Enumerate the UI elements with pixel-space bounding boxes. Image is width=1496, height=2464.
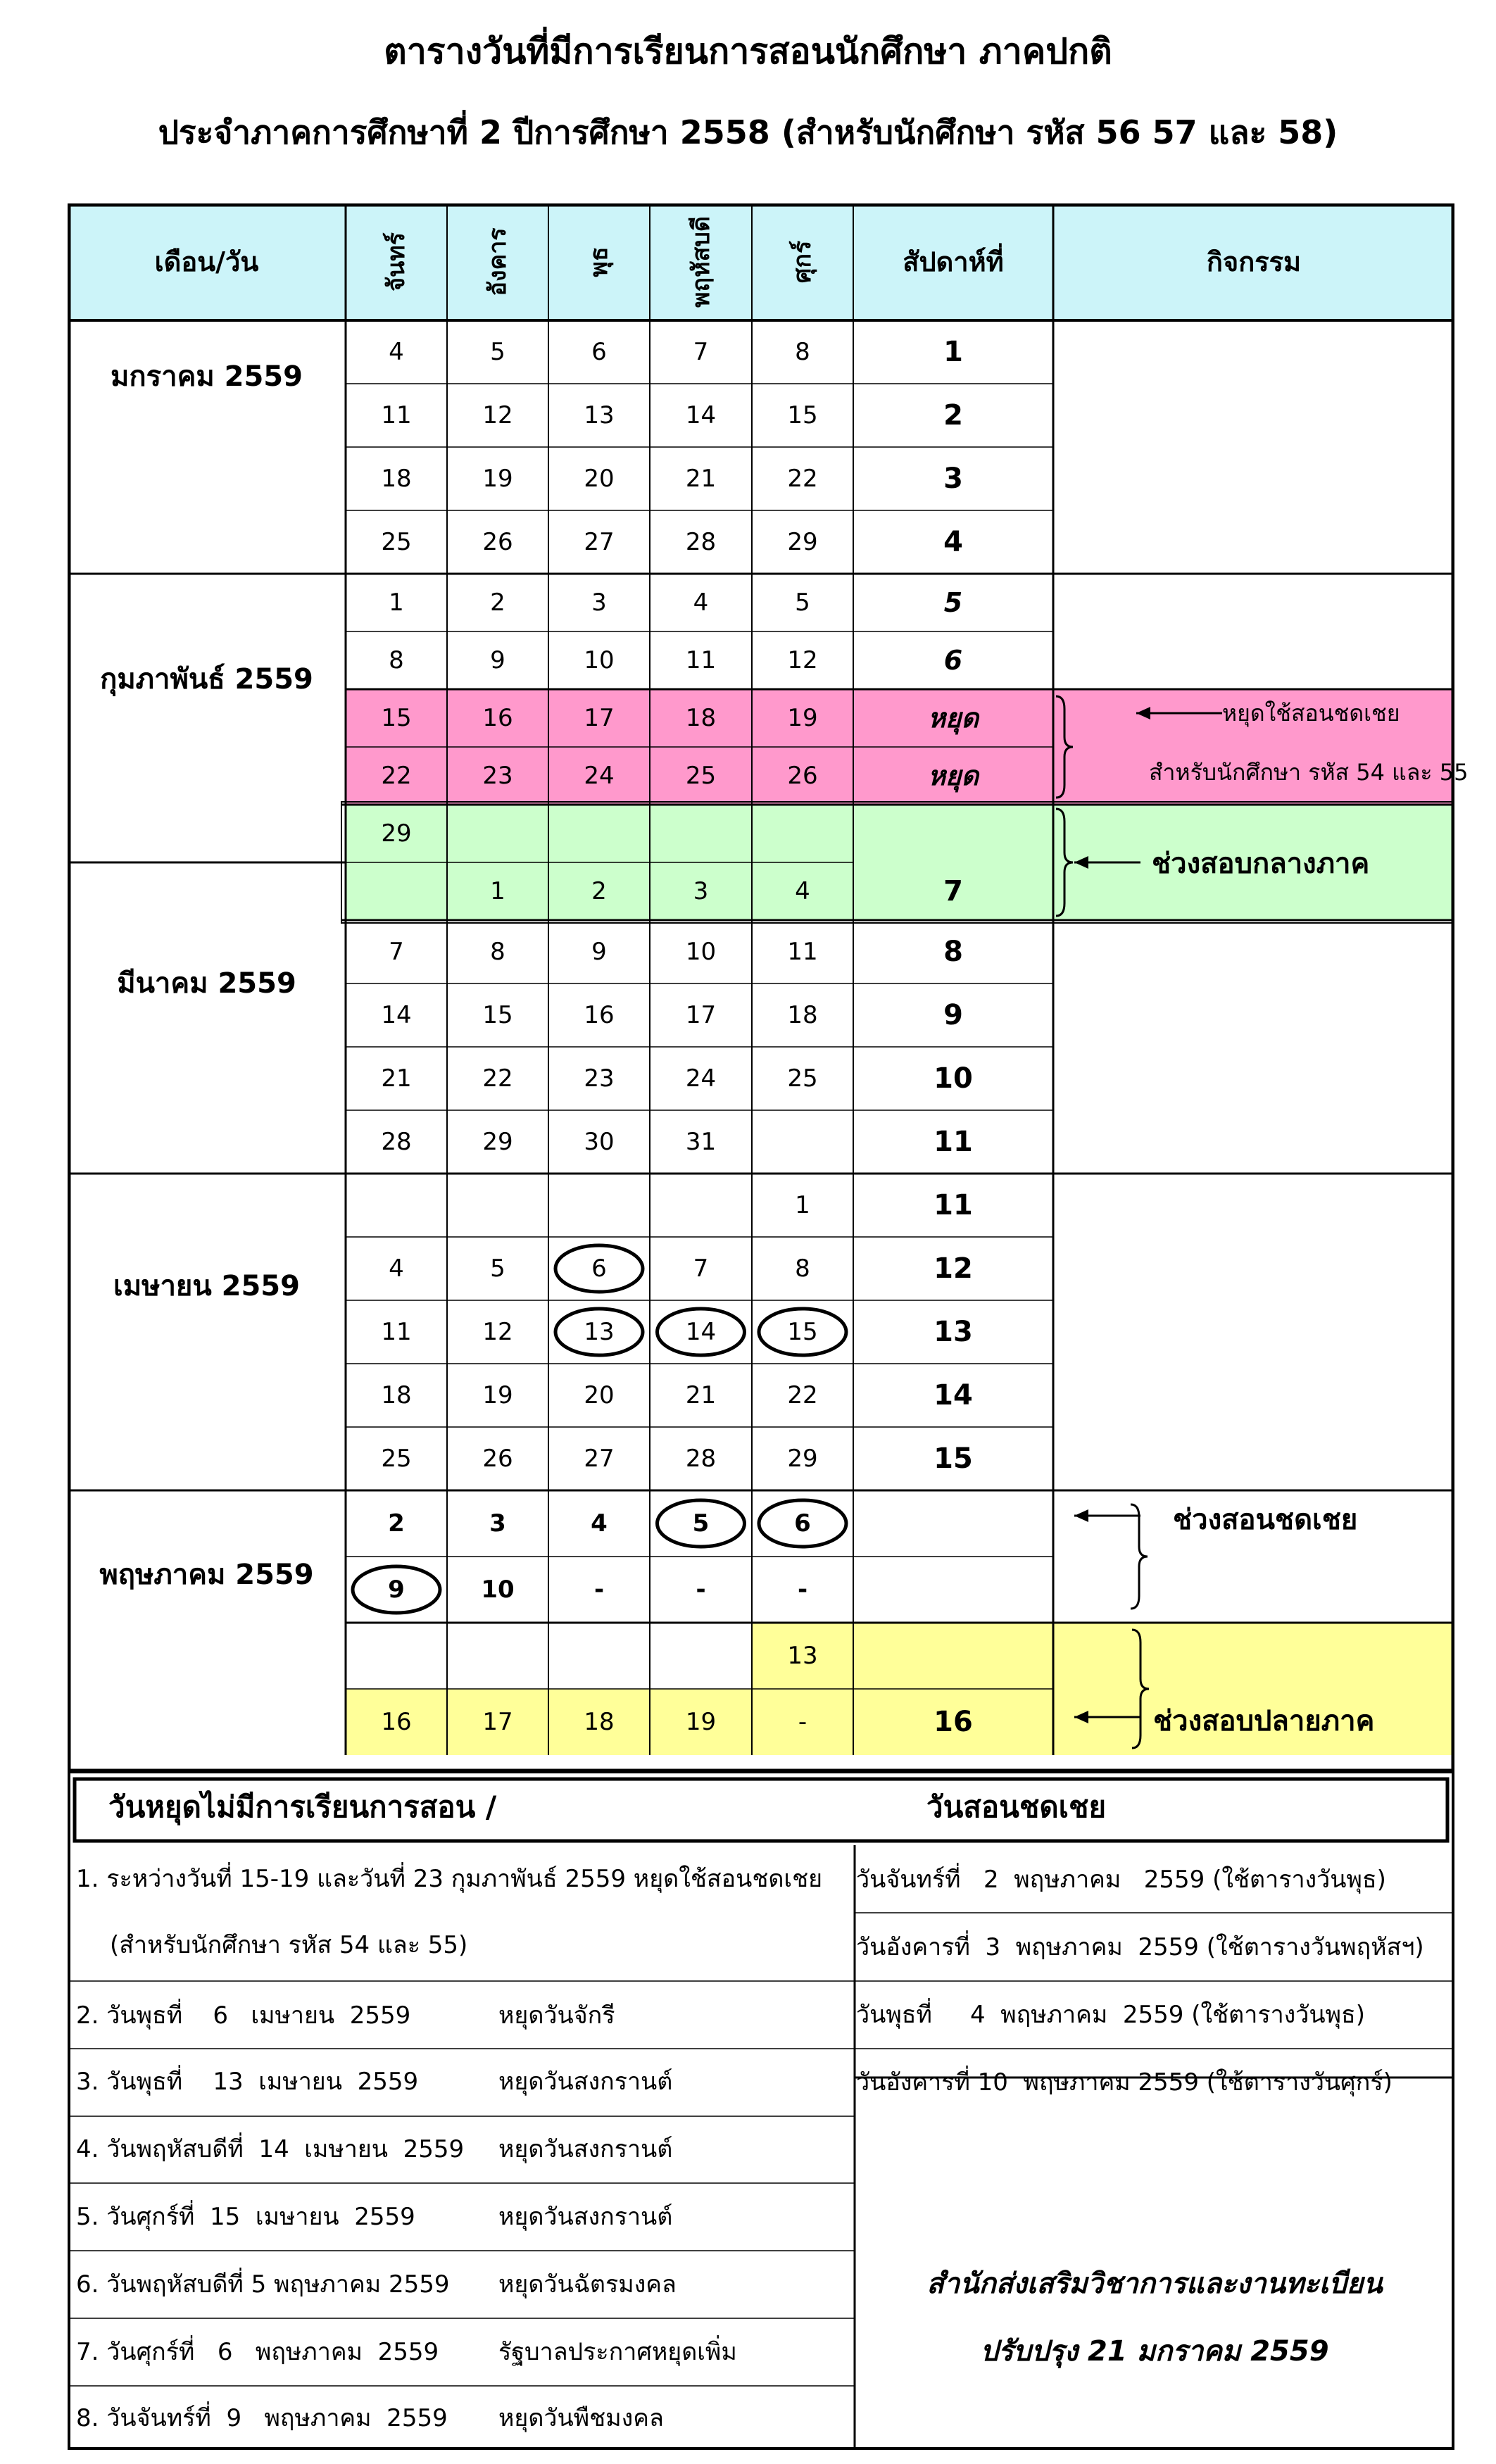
- day-cell: 16: [584, 1001, 615, 1029]
- day-cell: 26: [787, 762, 818, 790]
- day-cell: 10: [584, 646, 615, 674]
- office-name: สำนักส่งเสริมวิชาการและงานทะเบียน: [926, 2268, 1383, 2300]
- week-number: 6: [943, 645, 963, 676]
- week-number: 2: [943, 399, 963, 432]
- day-cell: 6: [591, 338, 607, 366]
- week-number: 7: [943, 875, 963, 907]
- day-cell: 20: [584, 1381, 615, 1409]
- week-number: 14: [934, 1379, 973, 1412]
- day-cell: 27: [584, 528, 615, 556]
- day-cell: 14: [685, 1318, 717, 1346]
- holiday-reason: รัฐบาลประกาศหยุดเพิ่ม: [498, 2338, 737, 2366]
- day-cell: 23: [584, 1064, 615, 1093]
- day-cell: 2: [490, 589, 505, 617]
- day-cell: 11: [787, 938, 818, 966]
- day-cell: 19: [482, 465, 513, 493]
- day-cell: 6: [591, 1255, 607, 1283]
- day-cell: 22: [787, 1381, 818, 1409]
- day-cell: [650, 805, 752, 862]
- header-activity: กิจกรรม: [1206, 246, 1302, 277]
- week-number: 9: [943, 999, 963, 1031]
- day-cell: 17: [584, 704, 615, 732]
- week-number: 1: [943, 336, 963, 368]
- holiday-reason: หยุดวันจักรี: [498, 2001, 615, 2030]
- holiday-date: 6. วันพฤหัสบดีที่ 5 พฤษภาคม 2559: [76, 2270, 450, 2299]
- header-day-0: จันทร์: [382, 232, 410, 291]
- day-cell: 18: [685, 704, 717, 732]
- week-number: [853, 1490, 1053, 1557]
- week-number: หยุด: [928, 760, 979, 791]
- day-cell: [548, 1623, 650, 1689]
- day-cell: 1: [490, 877, 505, 905]
- day-cell: 6: [794, 1509, 811, 1538]
- day-cell: 4: [389, 1255, 404, 1283]
- day-cell: 10: [481, 1576, 515, 1604]
- week-number: 12: [934, 1252, 973, 1285]
- day-cell: [346, 1174, 447, 1237]
- day-cell: [447, 1174, 548, 1237]
- day-cell: 29: [787, 528, 818, 556]
- activity-makeup: ช่วงสอนชดเชย: [1173, 1504, 1358, 1536]
- day-cell: 26: [482, 528, 513, 556]
- week-number: 11: [934, 1126, 973, 1158]
- day-cell: 25: [381, 1445, 412, 1473]
- day-cell: -: [696, 1576, 706, 1604]
- day-cell: [447, 1623, 548, 1689]
- day-cell: 25: [787, 1064, 818, 1093]
- day-cell: 1: [389, 589, 404, 617]
- day-cell: 9: [388, 1576, 405, 1604]
- week-number: หยุด: [928, 703, 979, 734]
- notes-section: [68, 1772, 1454, 2450]
- day-cell: 4: [591, 1509, 608, 1538]
- month-label: พฤษภาคม 2559: [99, 1559, 314, 1591]
- holiday-date: 2. วันพุธที่ 6 เมษายน 2559: [76, 2001, 411, 2030]
- holiday-item: [68, 1983, 849, 2047]
- day-cell: 2: [591, 877, 607, 905]
- holiday-item: [68, 2320, 849, 2383]
- header-month-day: เดือน/วัน: [154, 246, 259, 277]
- header-day-2: พุธ: [585, 246, 613, 277]
- holiday-item: [68, 1847, 849, 1910]
- activity-final: ช่วงสอบปลายภาค: [1153, 1705, 1375, 1737]
- holiday-item: [68, 1913, 849, 1976]
- day-cell: [447, 805, 548, 862]
- holiday-item: [68, 2185, 849, 2248]
- day-cell: 5: [795, 589, 810, 617]
- day-cell: 4: [693, 589, 709, 617]
- day-cell: 13: [584, 1318, 615, 1346]
- day-cell: 19: [482, 1381, 513, 1409]
- holiday-date: 5. วันศุกร์ที่ 15 เมษายน 2559: [76, 2203, 415, 2231]
- day-cell: 22: [381, 762, 412, 790]
- month-label: เมษายน 2559: [113, 1270, 300, 1302]
- day-cell: 14: [685, 401, 717, 429]
- week-number: [853, 1557, 1053, 1623]
- week-number: 16: [934, 1706, 973, 1738]
- holiday-item: [68, 2117, 849, 2180]
- notes-header-makeup: วันสอนชดเชย: [926, 1790, 1107, 1824]
- day-cell: [548, 1174, 650, 1237]
- week-number: 10: [934, 1062, 973, 1095]
- day-cell: 18: [584, 1708, 615, 1736]
- day-cell: 26: [482, 1445, 513, 1473]
- notes-header-holidays: วันหยุดไม่มีการเรียนการสอน /: [108, 1790, 497, 1824]
- day-cell: 17: [482, 1708, 513, 1736]
- day-cell: 24: [584, 762, 615, 790]
- day-cell: 27: [584, 1445, 615, 1473]
- day-cell: 25: [685, 762, 717, 790]
- week-number: 5: [943, 587, 963, 618]
- day-cell: 7: [389, 938, 404, 966]
- day-cell: 12: [787, 646, 818, 674]
- header-day-4: ศุกร์: [788, 240, 817, 284]
- page-subtitle: ประจำภาคการศึกษาที่ 2 ปีการศึกษา 2558 (สำหรับนักศึกษา รหัส 56 57 และ 58): [158, 113, 1338, 151]
- header-week: สัปดาห์ที่: [903, 246, 1004, 277]
- day-cell: [346, 1623, 447, 1689]
- holiday-item: [68, 2252, 849, 2315]
- day-cell: 3: [591, 589, 607, 617]
- page-title: ตารางวันที่มีการเรียนการสอนนักศึกษา ภาคปกติ: [384, 31, 1112, 72]
- makeup-day-item: วันอังคารที่ 3 พฤษภาคม 2559 (ใช้ตารางวันพฤหัสฯ): [856, 1933, 1424, 1961]
- holiday-date: (สำหรับนักศึกษา รหัส 54 และ 55): [110, 1931, 468, 1959]
- day-cell: 18: [381, 1381, 412, 1409]
- day-cell: 28: [685, 1445, 717, 1473]
- day-cell: 19: [685, 1708, 717, 1736]
- arrow-makeup-head: [1074, 1509, 1088, 1522]
- makeup-day-item: วันพุธที่ 4 พฤษภาคม 2559 (ใช้ตารางวันพุธ): [856, 2001, 1366, 2029]
- day-cell: 22: [482, 1064, 513, 1093]
- day-cell: 22: [787, 465, 818, 493]
- holiday-date: 1. ระหว่างวันที่ 15-19 และวันที่ 23 กุมภาพันธ์ 2559 หยุดใช้สอนชดเชย: [76, 1865, 823, 1893]
- day-cell: 5: [490, 338, 505, 366]
- day-cell: 4: [389, 338, 404, 366]
- week-number: 4: [943, 526, 963, 558]
- holiday-date: 7. วันศุกร์ที่ 6 พฤษภาคม 2559: [76, 2338, 439, 2366]
- day-cell: 18: [381, 465, 412, 493]
- day-cell: 14: [381, 1001, 412, 1029]
- day-cell: 30: [584, 1128, 615, 1156]
- activity-midterm: ช่วงสอบกลางภาค: [1152, 848, 1370, 880]
- header-day-1: อังคาร: [484, 227, 512, 296]
- week-number: 15: [934, 1442, 973, 1475]
- holiday-date: 3. วันพุธที่ 13 เมษายน 2559: [76, 2068, 419, 2096]
- holiday-date: 8. วันจันทร์ที่ 9 พฤษภาคม 2559: [76, 2404, 448, 2432]
- month-label: มีนาคม 2559: [117, 967, 296, 1000]
- day-cell: 3: [693, 877, 709, 905]
- month-label: มกราคม 2559: [111, 360, 303, 393]
- day-cell: 18: [787, 1001, 818, 1029]
- day-cell: 13: [584, 401, 615, 429]
- day-cell: 29: [381, 819, 412, 848]
- day-cell: 5: [490, 1255, 505, 1283]
- day-cell: 5: [692, 1509, 710, 1538]
- updated-date: ปรับปรุง 21 มกราคม 2559: [980, 2335, 1329, 2368]
- holiday-item: [68, 2049, 849, 2113]
- day-cell: 16: [482, 704, 513, 732]
- day-cell: 8: [389, 646, 404, 674]
- day-cell: 9: [490, 646, 505, 674]
- day-cell: 25: [381, 528, 412, 556]
- week-number: [853, 805, 1053, 862]
- holiday-item: [68, 2386, 849, 2449]
- holiday-reason: หยุดวันสงกรานต์: [498, 2068, 673, 2096]
- week-number: 11: [934, 1189, 973, 1221]
- day-cell: 13: [787, 1642, 818, 1670]
- day-cell: [752, 805, 853, 862]
- day-cell: 15: [787, 1318, 818, 1346]
- day-cell: 7: [693, 338, 709, 366]
- day-cell: [650, 1174, 752, 1237]
- day-cell: 2: [388, 1509, 405, 1538]
- day-cell: 21: [381, 1064, 412, 1093]
- day-cell: 7: [693, 1255, 709, 1283]
- day-cell: 24: [685, 1064, 717, 1093]
- activity-makeup-holiday: หยุดใช้สอนชดเชย: [1222, 700, 1400, 727]
- brace-makeup: [1131, 1504, 1148, 1609]
- day-cell: 8: [795, 1255, 810, 1283]
- day-cell: 8: [490, 938, 505, 966]
- day-cell: 3: [489, 1509, 506, 1538]
- holiday-reason: หยุดวันฉัตรมงคล: [498, 2270, 677, 2299]
- day-cell: 12: [482, 1318, 513, 1346]
- week-number: 3: [943, 463, 963, 495]
- day-cell: 21: [685, 465, 717, 493]
- day-cell: 21: [685, 1381, 717, 1409]
- day-cell: 19: [787, 704, 818, 732]
- notes-header: [68, 1775, 1447, 1840]
- day-cell: 11: [381, 1318, 412, 1346]
- day-cell: 9: [591, 938, 607, 966]
- day-cell: 23: [482, 762, 513, 790]
- holiday-reason: หยุดวันสงกรานต์: [498, 2135, 673, 2163]
- day-cell: -: [797, 1576, 808, 1604]
- day-cell: 12: [482, 401, 513, 429]
- week-number: 8: [943, 936, 963, 968]
- week-number: 13: [934, 1316, 973, 1348]
- day-cell: 20: [584, 465, 615, 493]
- makeup-day-item: วันจันทร์ที่ 2 พฤษภาคม 2559 (ใช้ตารางวันพุธ): [856, 1866, 1386, 1894]
- day-cell: 11: [381, 401, 412, 429]
- day-cell: 29: [482, 1128, 513, 1156]
- day-cell: 11: [685, 646, 717, 674]
- holiday-date: 4. วันพฤหัสบดีที่ 14 เมษายน 2559: [76, 2135, 465, 2163]
- day-cell: [650, 1623, 752, 1689]
- header-day-3: พฤหัสบดี: [686, 216, 715, 308]
- day-cell: 15: [381, 704, 412, 732]
- calendar-table: [68, 203, 1469, 1772]
- makeup-day-item: วันอังคารที่ 10 พฤษภาคม 2559 (ใช้ตารางวันศุกร์): [856, 2068, 1393, 2097]
- day-cell: 1: [795, 1191, 810, 1219]
- day-cell: 15: [787, 401, 818, 429]
- day-cell: -: [798, 1708, 807, 1736]
- day-cell: 16: [381, 1708, 412, 1736]
- day-cell: [346, 862, 447, 920]
- day-cell: [548, 805, 650, 862]
- activity-makeup-holiday-for: สำหรับนักศึกษา รหัส 54 และ 55: [1149, 759, 1469, 786]
- day-cell: 28: [685, 528, 717, 556]
- day-cell: 10: [685, 938, 717, 966]
- day-cell: 31: [685, 1128, 717, 1156]
- month-label: กุมภาพันธ์ 2559: [100, 663, 313, 696]
- day-cell: 28: [381, 1128, 412, 1156]
- holiday-reason: หยุดวันพืชมงคล: [498, 2404, 664, 2432]
- day-cell: 17: [685, 1001, 717, 1029]
- day-cell: [752, 1110, 853, 1174]
- day-cell: 4: [795, 877, 810, 905]
- day-cell: 8: [795, 338, 810, 366]
- day-cell: -: [593, 1576, 605, 1604]
- holiday-reason: หยุดวันสงกรานต์: [498, 2203, 673, 2231]
- day-cell: 29: [787, 1445, 818, 1473]
- week-number: [853, 1623, 1053, 1689]
- day-cell: 15: [482, 1001, 513, 1029]
